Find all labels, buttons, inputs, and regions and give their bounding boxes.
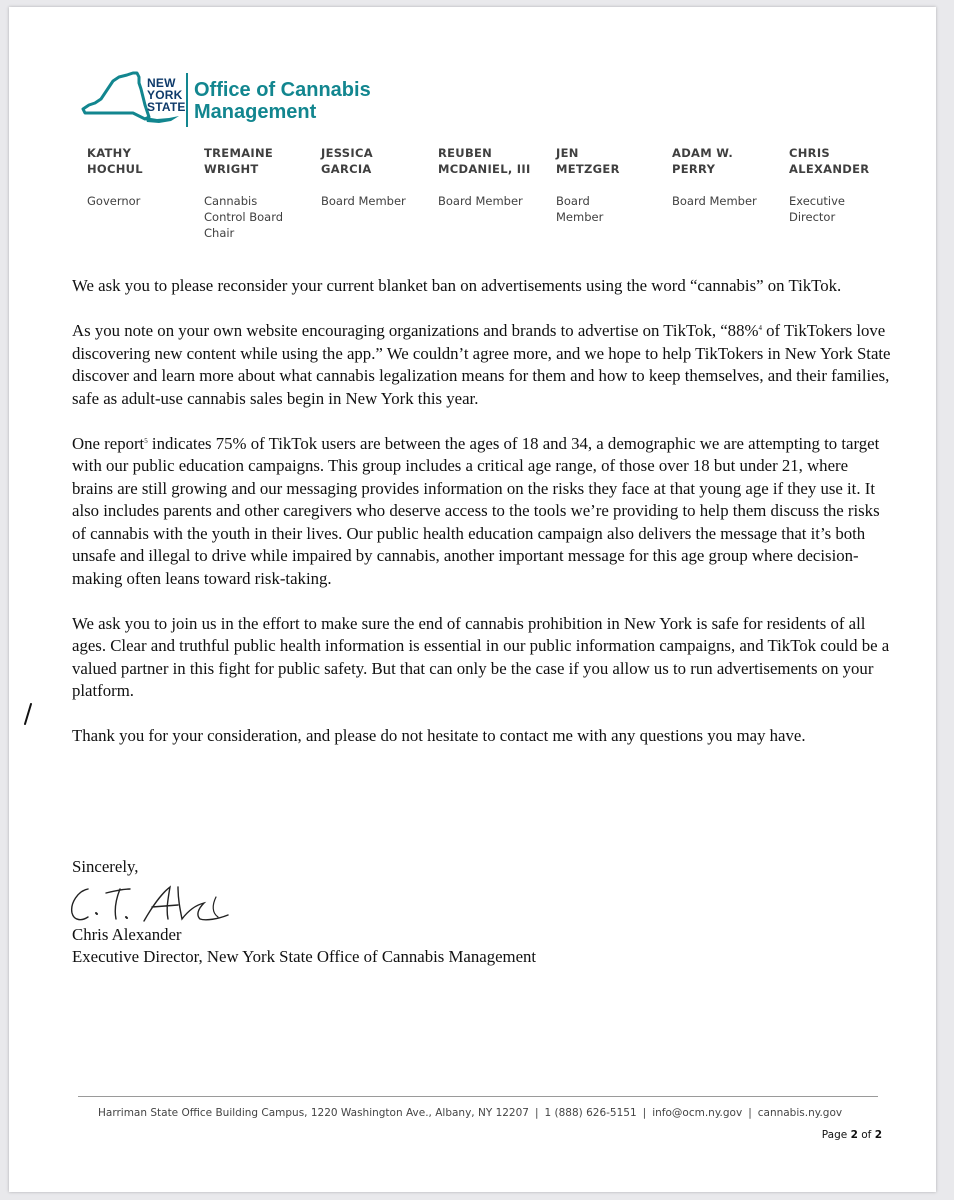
member-tremaine-wright	[204, 145, 319, 241]
logo-divider	[186, 73, 188, 127]
footnote-ref-4: 4	[758, 324, 762, 332]
member-title: Board Member	[556, 194, 604, 224]
letter-body	[72, 275, 892, 770]
page-current: 2	[850, 1129, 858, 1141]
logo-state-word-new: NEW	[147, 76, 176, 90]
margin-pen-mark-icon	[22, 703, 34, 725]
footer-email-link[interactable]: info@ocm.ny.gov	[652, 1107, 743, 1119]
member-title: Board Member	[321, 194, 406, 208]
footer-separator: |	[534, 1107, 539, 1119]
body-paragraph-2	[72, 320, 892, 410]
body-paragraph-5: Thank you for your consideration, and please do not hesitate to contact me with any questions you may have.	[72, 726, 806, 745]
footer-address: Harriman State Office Building Campus, 1220 Washington Ave., Albany, NY 12207	[98, 1107, 529, 1119]
footer-website-link[interactable]: cannabis.ny.gov	[757, 1107, 843, 1119]
footer-phone: 1 (888) 626-5151	[544, 1107, 637, 1119]
signer-name: Chris Alexander	[72, 925, 182, 944]
member-adam-perry	[672, 145, 787, 209]
member-name: ADAM W. PERRY	[672, 146, 734, 176]
page-number	[822, 1129, 882, 1141]
member-name: TREMAINE WRIGHT	[204, 146, 274, 176]
signer-title: Executive Director, New York State Office of Cannabis Management	[72, 947, 537, 966]
member-name: REUBEN MCDANIEL, III	[438, 146, 531, 176]
member-name: CHRIS ALEXANDER	[789, 146, 870, 176]
logo-office-line-2: Management	[194, 101, 317, 123]
member-title: Governor	[87, 194, 141, 208]
body-paragraph-3	[72, 433, 892, 591]
footer-divider	[78, 1096, 878, 1097]
body-paragraph-3-part-b: indicates 75% of TikTok users are between the ages of 18 and 34, a demographic we are attempting to target with our public education campaigns. This group includes a critical age range, of those over 18 but under 21, where brains are still growing and our messaging provides information on the risks they face at that young age if they use it. It also includes parents and other caregivers who deserve access to the tools we’re providing to help them discuss the risks of cannabis with the youth in their lives. Our public health education campaign also delivers the message that it’s both unsafe and illegal to drive while impaired by cannabis, another important message for this age group where decision-making often leans toward risk-taking.	[72, 433, 880, 588]
footnote-ref-5: 5	[144, 436, 148, 445]
member-name: JEN METZGER	[556, 146, 620, 176]
member-jen-metzger	[556, 145, 671, 225]
member-title: Board Member	[672, 194, 757, 208]
member-title: Cannabis Control Board Chair	[204, 194, 284, 240]
page-total: 2	[874, 1129, 882, 1141]
page-label: Page	[821, 1129, 848, 1141]
member-chris-alexander	[789, 145, 904, 225]
logo-state-word-state: STATE	[147, 100, 186, 114]
body-paragraph-3-part-a: One report	[72, 433, 145, 453]
page-of: of	[861, 1129, 872, 1141]
member-reuben-mcdaniel	[438, 145, 553, 209]
body-paragraph-2-part-a: As you note on your own website encouraging organizations and brands to advertise on TikTok, “88%	[72, 321, 759, 340]
salutation: Sincerely,	[72, 857, 139, 876]
handwritten-signature-icon	[66, 883, 246, 927]
footer-separator: |	[642, 1107, 647, 1119]
member-name: KATHY HOCHUL	[87, 146, 143, 176]
footer-contact	[98, 1106, 842, 1120]
logo-state-word-york: YORK	[147, 88, 183, 102]
body-paragraph-4: We ask you to join us in the effort to make sure the end of cannabis prohibition in New York is safe for residents of all ages. Clear and truthful public health information is essential in our public information campaigns, and TikTok could be a valued partner in this fight for public safety. But that can only be the case if you allow us to run advertisements on your platform.	[72, 613, 890, 700]
footer-separator: |	[748, 1107, 752, 1119]
ocm-logo	[79, 69, 409, 135]
member-title: Executive Director	[789, 194, 845, 224]
body-paragraph-2-part-b: of TikTokers love discovering new content while using the app.” We couldn’t agree more, and we hope to help TikTokers in New York State discover and learn more about what cannabis legalization means for them and how to keep themselves, and their families, safe as adult-use cannabis sales begin in New York this year.	[72, 321, 891, 408]
member-title: Board Member	[438, 194, 523, 208]
member-jessica-garcia	[321, 145, 436, 209]
member-name: JESSICA GARCIA	[321, 146, 373, 176]
member-kathy-hochul	[87, 145, 202, 209]
body-paragraph-1: We ask you to please reconsider your current blanket ban on advertisements using the word “cannabis” on TikTok.	[72, 276, 842, 295]
logo-office-line-1: Office of Cannabis	[194, 79, 371, 101]
